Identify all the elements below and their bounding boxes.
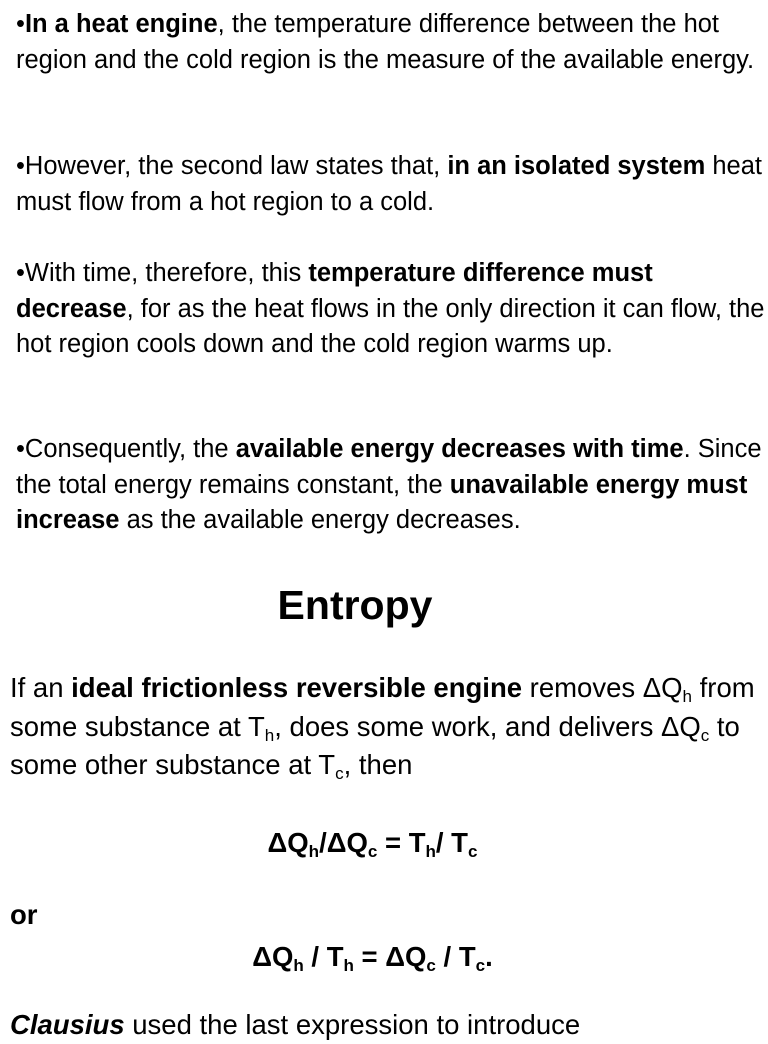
paragraph-temperature-difference: •With time, therefore, this temperature difference must decrease, for as the heat flows in the only direction it can flow, the hot region cools down and the cold region warms up. (16, 259, 765, 358)
or-label: or (10, 899, 38, 930)
section-heading-entropy: Entropy (277, 582, 433, 628)
paragraph-clausius-cutoff: Clausius used the last expression to introduce (10, 1009, 581, 1040)
paragraph-heat-engine: •In a heat engine, the temperature difference between the hot region and the cold region is the measure of the available energy. (16, 10, 755, 74)
paragraph-second-law: •However, the second law states that, in an isolated system heat must flow from a hot region to a cold. (16, 152, 762, 216)
equation-entropy-equality: $\Delta Q_h / T_h = \Delta Q_c / T_c$. (252, 941, 493, 976)
equation-heat-ratio: $\Delta Q_h/\Delta Q_c = T_h/$ $T_c$ (267, 827, 478, 862)
paragraph-available-energy: •Consequently, the available energy decreases with time. Since the total energy remains constant, the unavailable energy must increase as the available energy decreases. (16, 435, 762, 534)
paragraph-engine-intro: If an ideal frictionless reversible engine removes $\Delta Q_h$ from some substance at $T_h$, does some work, and delivers $\Delta Q_c$ to some other substance at $T_c$, then (10, 672, 755, 784)
